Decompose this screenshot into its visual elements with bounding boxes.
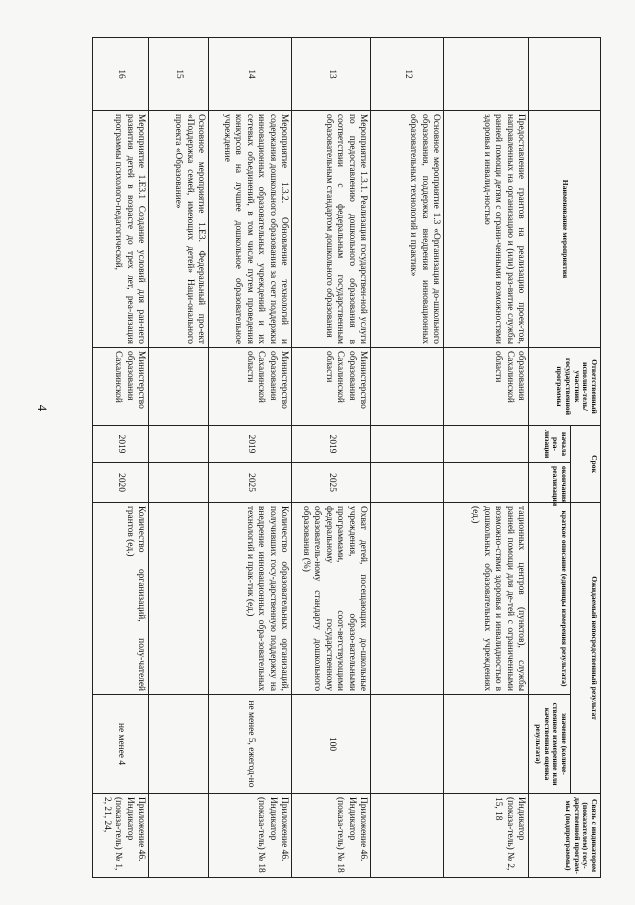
row-num: 13 (292, 38, 371, 111)
table-row (209, 38, 292, 878)
row-num: 16 (93, 38, 149, 111)
row-start: 2019 (209, 426, 292, 463)
header-num (529, 38, 601, 111)
row-name: Мероприятие 1.Е3.1 Создание условий для ран-него развития детей в возрасте до трех лет, реа-лизация программы психолого-педагогической, (93, 111, 149, 348)
row-num: 12 (371, 38, 444, 111)
row-responsible: образования Сахалинской области (444, 348, 529, 426)
row-name: Мероприятие 1.3.1. Реализация государствен-ной услуги по предоставлению дошкольного образования в соответствии с федеральным государственным образовательным стандартом дошкольного образования (292, 111, 371, 348)
row-result-value (371, 695, 444, 794)
rotated-table-container (93, 37, 601, 877)
row-num (444, 38, 529, 111)
row-link (371, 794, 444, 878)
row-result-desc: Охват детей, посещающих до-школьные учреждения, образо-вательными программами, соот-ветствующими федеральному государственному образователь-ному стандарту дошкольного образования (%) (292, 503, 371, 695)
row-num: 14 (209, 38, 292, 111)
row-num: 15 (149, 38, 209, 111)
row-name: Предоставление грантов на реализацию проек-тов, направленных на организацию и (или) раз-витие службы ранней помощи детям с ограни-ченными возможностями здоровья и инвалид-ностью (444, 111, 529, 348)
row-result-desc (371, 503, 444, 695)
row-start (149, 426, 209, 463)
row-link: Приложение 46. Индикатор (показа-тель) № 1, 2, 21, 24, (93, 794, 149, 878)
table-row (292, 38, 371, 878)
row-responsible: Министерство образования Сахалинской (93, 348, 149, 426)
row-start (371, 426, 444, 463)
row-result-desc (149, 503, 209, 695)
row-link: Индикатор (показа-тель) № 2, 15, 18 (444, 794, 529, 878)
row-responsible: Министерство образования Сахалинской области (292, 348, 371, 426)
table-row (149, 38, 209, 878)
row-end: 2025 (209, 463, 292, 503)
row-result-desc: Количество образовательных организаций, получивших госу-дарственную поддержку на внедрение инновационных обра-зовательных технологий и прак-тик (ед.) (209, 503, 292, 695)
header-result-desc: краткое описание (единицы измерения результата) (529, 503, 571, 695)
activities-table (92, 37, 601, 878)
row-end (149, 463, 209, 503)
row-result-desc: тационных центров (пунктов), службы ранней помощи для де-тей с ограниченными возможно-стями здоровья и инвалидностью в дошкольных образовательных учреждениях (ед.) (444, 503, 529, 695)
header-result: Ожидаемый непосредственный результат (571, 503, 601, 794)
table-row (371, 38, 444, 878)
row-result-value: 100 (292, 695, 371, 794)
header-link: Связь с индикатором (показателем) госу-дарственной програм-мы (подпрограммы) (529, 794, 601, 878)
page-number: 4 (35, 404, 50, 412)
table-row (93, 38, 149, 878)
header-term: Срок (571, 426, 601, 503)
row-name: Мероприятие 1.3.2. Обновление технологий и содержания дошкольного образования за счет поддержки инновационных образовательных учреждений и их сетевых объединений, в том числе путем проведения конкурсов на лучшее дошкольное образовательное учреждение (209, 111, 292, 348)
row-start: 2019 (292, 426, 371, 463)
header-result-value: значение (количе-ственное измерение или качественная оценка результата) (529, 695, 571, 794)
row-start: 2019 (93, 426, 149, 463)
row-end: 2025 (292, 463, 371, 503)
row-result-desc: Количество организаций, полу-чателей грантов (ед.) (93, 503, 149, 695)
table-row (444, 38, 529, 878)
row-result-value: не менее 4 (93, 695, 149, 794)
header-start: начала реа-лизации (529, 426, 571, 463)
row-link: Приложение 46. Индикатор (показа-тель) № 18 (209, 794, 292, 878)
header-responsible: Ответственный исполни-тель/участник государственной программы (529, 348, 601, 426)
row-responsible: Министерство образования Сахалинской области (209, 348, 292, 426)
row-end (371, 463, 444, 503)
row-result-value: не менее 5, ежегод-но (209, 695, 292, 794)
row-link (149, 794, 209, 878)
row-end (444, 463, 529, 503)
header-name: Наименование мероприятия (529, 111, 601, 348)
row-name: Основное мероприятие 1.Е3. Федеральный про-ект «Поддержка семей, имеющих детей» Наци-онального проекта «Образование» (149, 111, 209, 348)
row-link: Приложение 46. Индикатор (показа-тель) № 18 (292, 794, 371, 878)
row-name: Основное мероприятие 1.3 «Организация до-школьного образования, поддержка внедрения инновационных образовательных технологий и практик» (371, 111, 444, 348)
row-start (444, 426, 529, 463)
row-result-value (444, 695, 529, 794)
row-responsible (371, 348, 444, 426)
row-result-value (149, 695, 209, 794)
row-end: 2020 (93, 463, 149, 503)
row-responsible (149, 348, 209, 426)
header-end: окончания реализации (529, 463, 571, 503)
